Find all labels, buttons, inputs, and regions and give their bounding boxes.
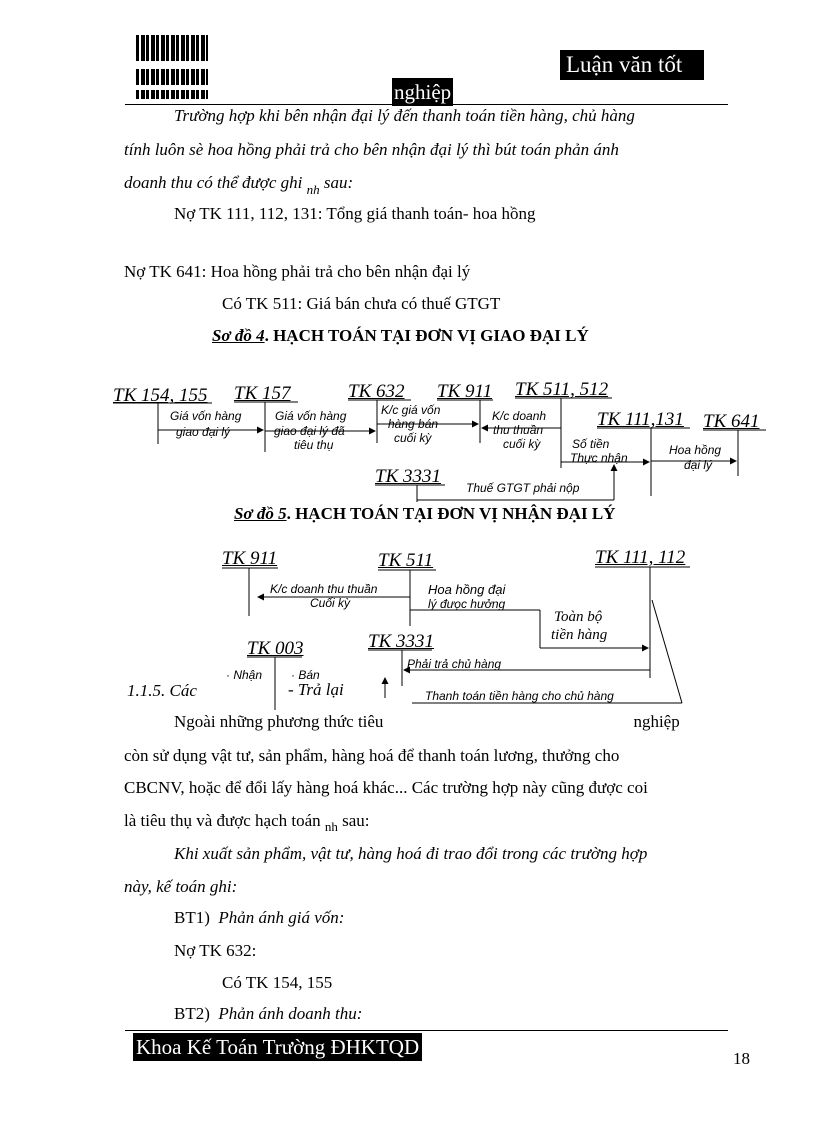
- acc-3331-b: TK 3331: [368, 631, 434, 652]
- label-kc-gv-3: cuối kỳ: [394, 431, 432, 445]
- label-kc-dt-1: K/c doanh: [492, 409, 547, 423]
- acc-511-b: TK 511: [378, 550, 434, 571]
- paragraph-3-line-2: này, kế toán ghi:: [124, 877, 238, 896]
- label-so-tien-1: Số tiền: [572, 437, 610, 451]
- footer-school: Khoa Kế Toán Trường ĐHKTQD: [133, 1033, 422, 1061]
- label-toan-bo-1: Toàn bộ: [554, 609, 603, 625]
- page-number: 18: [733, 1049, 750, 1068]
- bt1-line: BT1) Phản ánh giá vốn:: [174, 908, 345, 927]
- label-gv-tieu-1: Giá vốn hàng: [275, 409, 347, 423]
- entry-credit-511: Có TK 511: Giá bán chưa có thuế GTGT: [222, 294, 501, 313]
- label-ban: · Bán: [291, 668, 320, 682]
- label-gv-hang-2: giao đại lý: [176, 425, 231, 439]
- diagram-5-title: Sơ đồ 5. HẠCH TOÁN TẠI ĐƠN VỊ NHẬN ĐẠI LÝ: [234, 504, 616, 523]
- label-kc-dt-3: cuối kỳ: [503, 437, 541, 451]
- label-hh-1: Hoa hồng đại: [428, 582, 506, 597]
- acc-911: TK 911: [437, 381, 493, 402]
- label-gv-hang-1: Giá vốn hàng: [170, 409, 242, 423]
- acc-003: TK 003: [247, 638, 304, 659]
- label-kc-gv-1: K/c giá vốn: [381, 403, 441, 417]
- label-gv-tieu-2: giao đại lý đã: [274, 424, 345, 438]
- label-toan-bo-2: tiền hàng: [551, 627, 608, 643]
- footer-rule: [125, 1030, 728, 1031]
- paragraph-1-line-3: doanh thu có thể được ghi $_{nh}$ sau:: [124, 173, 354, 197]
- paragraph-2-line-2: còn sử dụng vật tư, sản phẩm, hàng hoá để thanh toán lương, thưởng cho: [124, 746, 620, 765]
- acc-111-131: TK 111,131: [597, 409, 684, 430]
- acc-111-112: TK 111, 112: [595, 547, 686, 568]
- diagram-5-lines: [0, 520, 816, 720]
- entry-debit-641: Nợ TK 641: Hoa hồng phải trả cho bên nhận đại lý: [124, 262, 471, 281]
- label-nhan: · Nhận: [226, 668, 263, 682]
- label-hoa-hong-1: Hoa hồng: [669, 443, 722, 457]
- acc-511-512: TK 511, 512: [515, 379, 609, 400]
- entry-debit-111: Nợ TK 111, 112, 131: Tổng giá thanh toán- hoa hồng: [174, 204, 536, 223]
- label-so-tien-2: Thực nhận: [570, 451, 628, 465]
- acc-632: TK 632: [348, 381, 405, 402]
- acc-157: TK 157: [234, 383, 291, 404]
- entry-debit-632: Nợ TK 632:: [174, 941, 257, 960]
- label-tra-lai: - Trả lại: [288, 680, 344, 699]
- label-thue-gtgt: Thuế GTGT phải nộp: [466, 481, 580, 495]
- paragraph-1-line-2: tính luôn sè hoa hồng phải trả cho bên nhận đại lý thì bút toán phản ánh: [124, 140, 619, 159]
- diagram-4-title: Sơ đồ 4. HẠCH TOÁN TẠI ĐƠN VỊ GIAO ĐẠI LÝ: [212, 326, 589, 345]
- diagram-4-lines: [0, 0, 816, 520]
- paragraph-2-line-3: CBCNV, hoặc để đổi lấy hàng hoá khác... Các trường hợp này cũng được coi: [124, 778, 648, 797]
- paragraph-2-line-4: là tiêu thụ và được hạch toán $_{nh}$ sau:: [124, 811, 370, 834]
- label-thanh-toan: Thanh toán tiền hàng cho chủ hàng: [425, 689, 614, 703]
- bt2-line: BT2) Phản ánh doanh thu:: [174, 1004, 363, 1023]
- section-1-1-5-heading: 1.1.5. Các: [127, 681, 197, 700]
- label-hh-2: lý đưọc hưởng: [428, 597, 506, 611]
- label-kc-gv-2: hàng bán: [388, 417, 439, 431]
- acc-3331: TK 3331: [375, 466, 441, 487]
- label-gv-tieu-3: tiêu thụ: [294, 438, 334, 452]
- paragraph-3-line-1: Khi xuất sản phẩm, vật tư, hàng hoá đi trao đổi trong các trường hợp: [174, 844, 648, 863]
- paragraph-2-line-1: Ngoài những phương thức tiêu nghiệp: [174, 712, 680, 731]
- header-title-line1: Luận văn tốt: [560, 50, 704, 80]
- label-kc-dtt-2: Cuối kỳ: [310, 596, 351, 610]
- label-kc-dtt-1: K/c doanh thu thuần: [270, 582, 378, 596]
- label-hoa-hong-2: đại lý: [684, 458, 713, 472]
- label-phai-tra: Phải trả chủ hàng: [407, 657, 502, 671]
- label-kc-dt-2: thu thuần: [493, 423, 544, 437]
- paragraph-1-line-1: Trường hợp khi bên nhận đại lý đến thanh toán tiền hàng, chủ hàng: [174, 106, 635, 125]
- acc-641: TK 641: [703, 411, 760, 432]
- acc-154-155: TK 154, 155: [113, 385, 208, 406]
- acc-911-b: TK 911: [222, 548, 278, 569]
- header-title-line2: nghiệp: [394, 80, 452, 104]
- entry-credit-154: Có TK 154, 155: [222, 973, 333, 992]
